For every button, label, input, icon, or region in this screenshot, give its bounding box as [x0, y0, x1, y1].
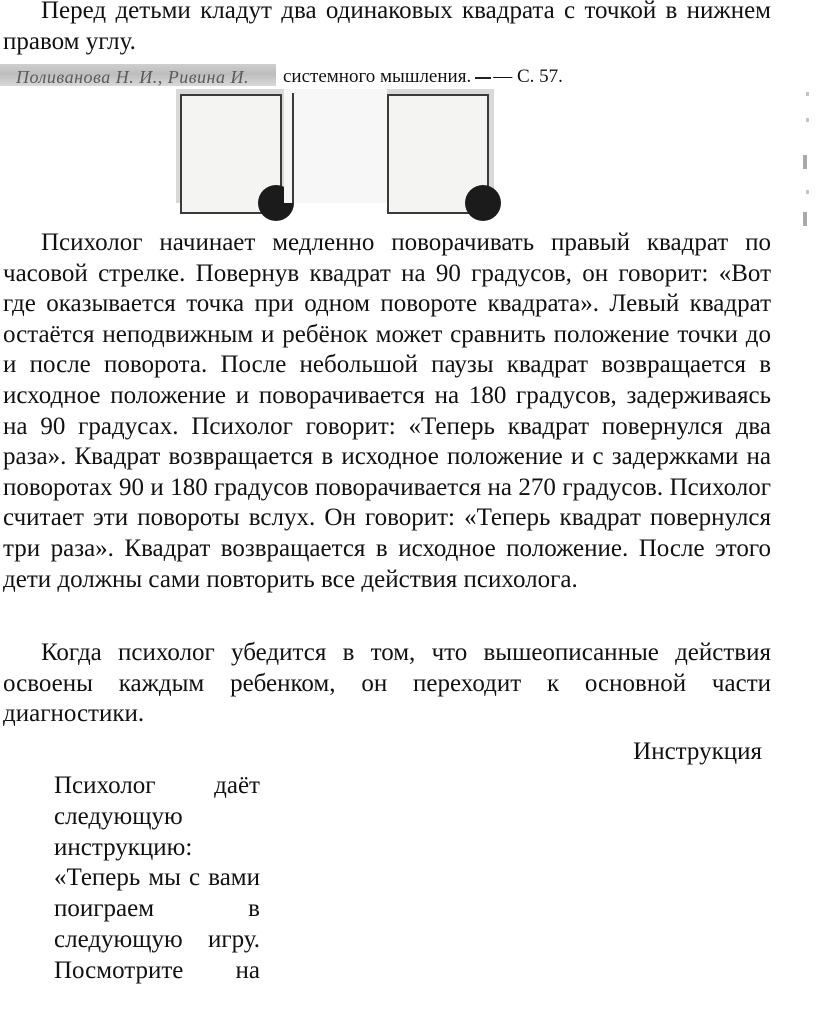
- figure-gap: [284, 89, 387, 203]
- reference-text: системного мышления.: [283, 66, 472, 87]
- scan-artifact: [803, 155, 807, 169]
- scanned-reference-strip: [0, 64, 276, 86]
- section-title: Инструкция: [633, 738, 762, 765]
- right-square-dot: [465, 185, 501, 221]
- scan-artifact: [806, 92, 809, 96]
- right-square: [387, 94, 489, 214]
- scan-artifact: [806, 190, 809, 194]
- squares-figure: [176, 89, 494, 203]
- rotation-paragraph: Психолог начинает медленно поворачивать правый квадрат по часовой стрелке. Повернув квадрат на 90 градусов, он говорит: «Вот где оказывается точка при одном повороте квадрата». Левый квадрат остаётся неподвижным и ребёнок может сравнить положение точки до и после поворота. После небольшой паузы квадрат возвращается в исходное положение и поворачивается на 180 градусов, задерживаясь на 90 градусах. Психолог говорит: «Теперь квадрат повернулся два раза». Квадрат возвращается в исходное положение и с задержками на поворотах 90 и 180 градусов поворачивается на 270 градусов. Психолог считает эти повороты вслух. Он говорит: «Теперь квадрат повернулся три раза». Квадрат возвращается в исходное положение. После этого дети должны сами повторить все действия психолога.: [3, 229, 771, 593]
- reference-line: [283, 66, 563, 88]
- transition-paragraph: Когда психолог убедится в том, что вышеописанные действия освоены каждым ребенком, он переходит к основной части диагностики.: [3, 639, 771, 728]
- intro-paragraph: Перед детьми кладут два одинаковых квадрата с точкой в нижнем правом углу.: [3, 0, 771, 55]
- scan-artifact: [803, 212, 807, 226]
- scan-artifact: [806, 118, 809, 122]
- left-square: [180, 94, 282, 214]
- reference-page: — С. 57.: [493, 66, 563, 87]
- instruction-column: Психолог даёт следующую инструкцию: «Теперь мы с вами поиграем в следующую игру. Посмотрите на: [54, 772, 260, 984]
- scanned-reference-fragment: Поливанова Н. И., Ривина И.: [16, 67, 249, 86]
- reference-dash-mark: [475, 77, 491, 79]
